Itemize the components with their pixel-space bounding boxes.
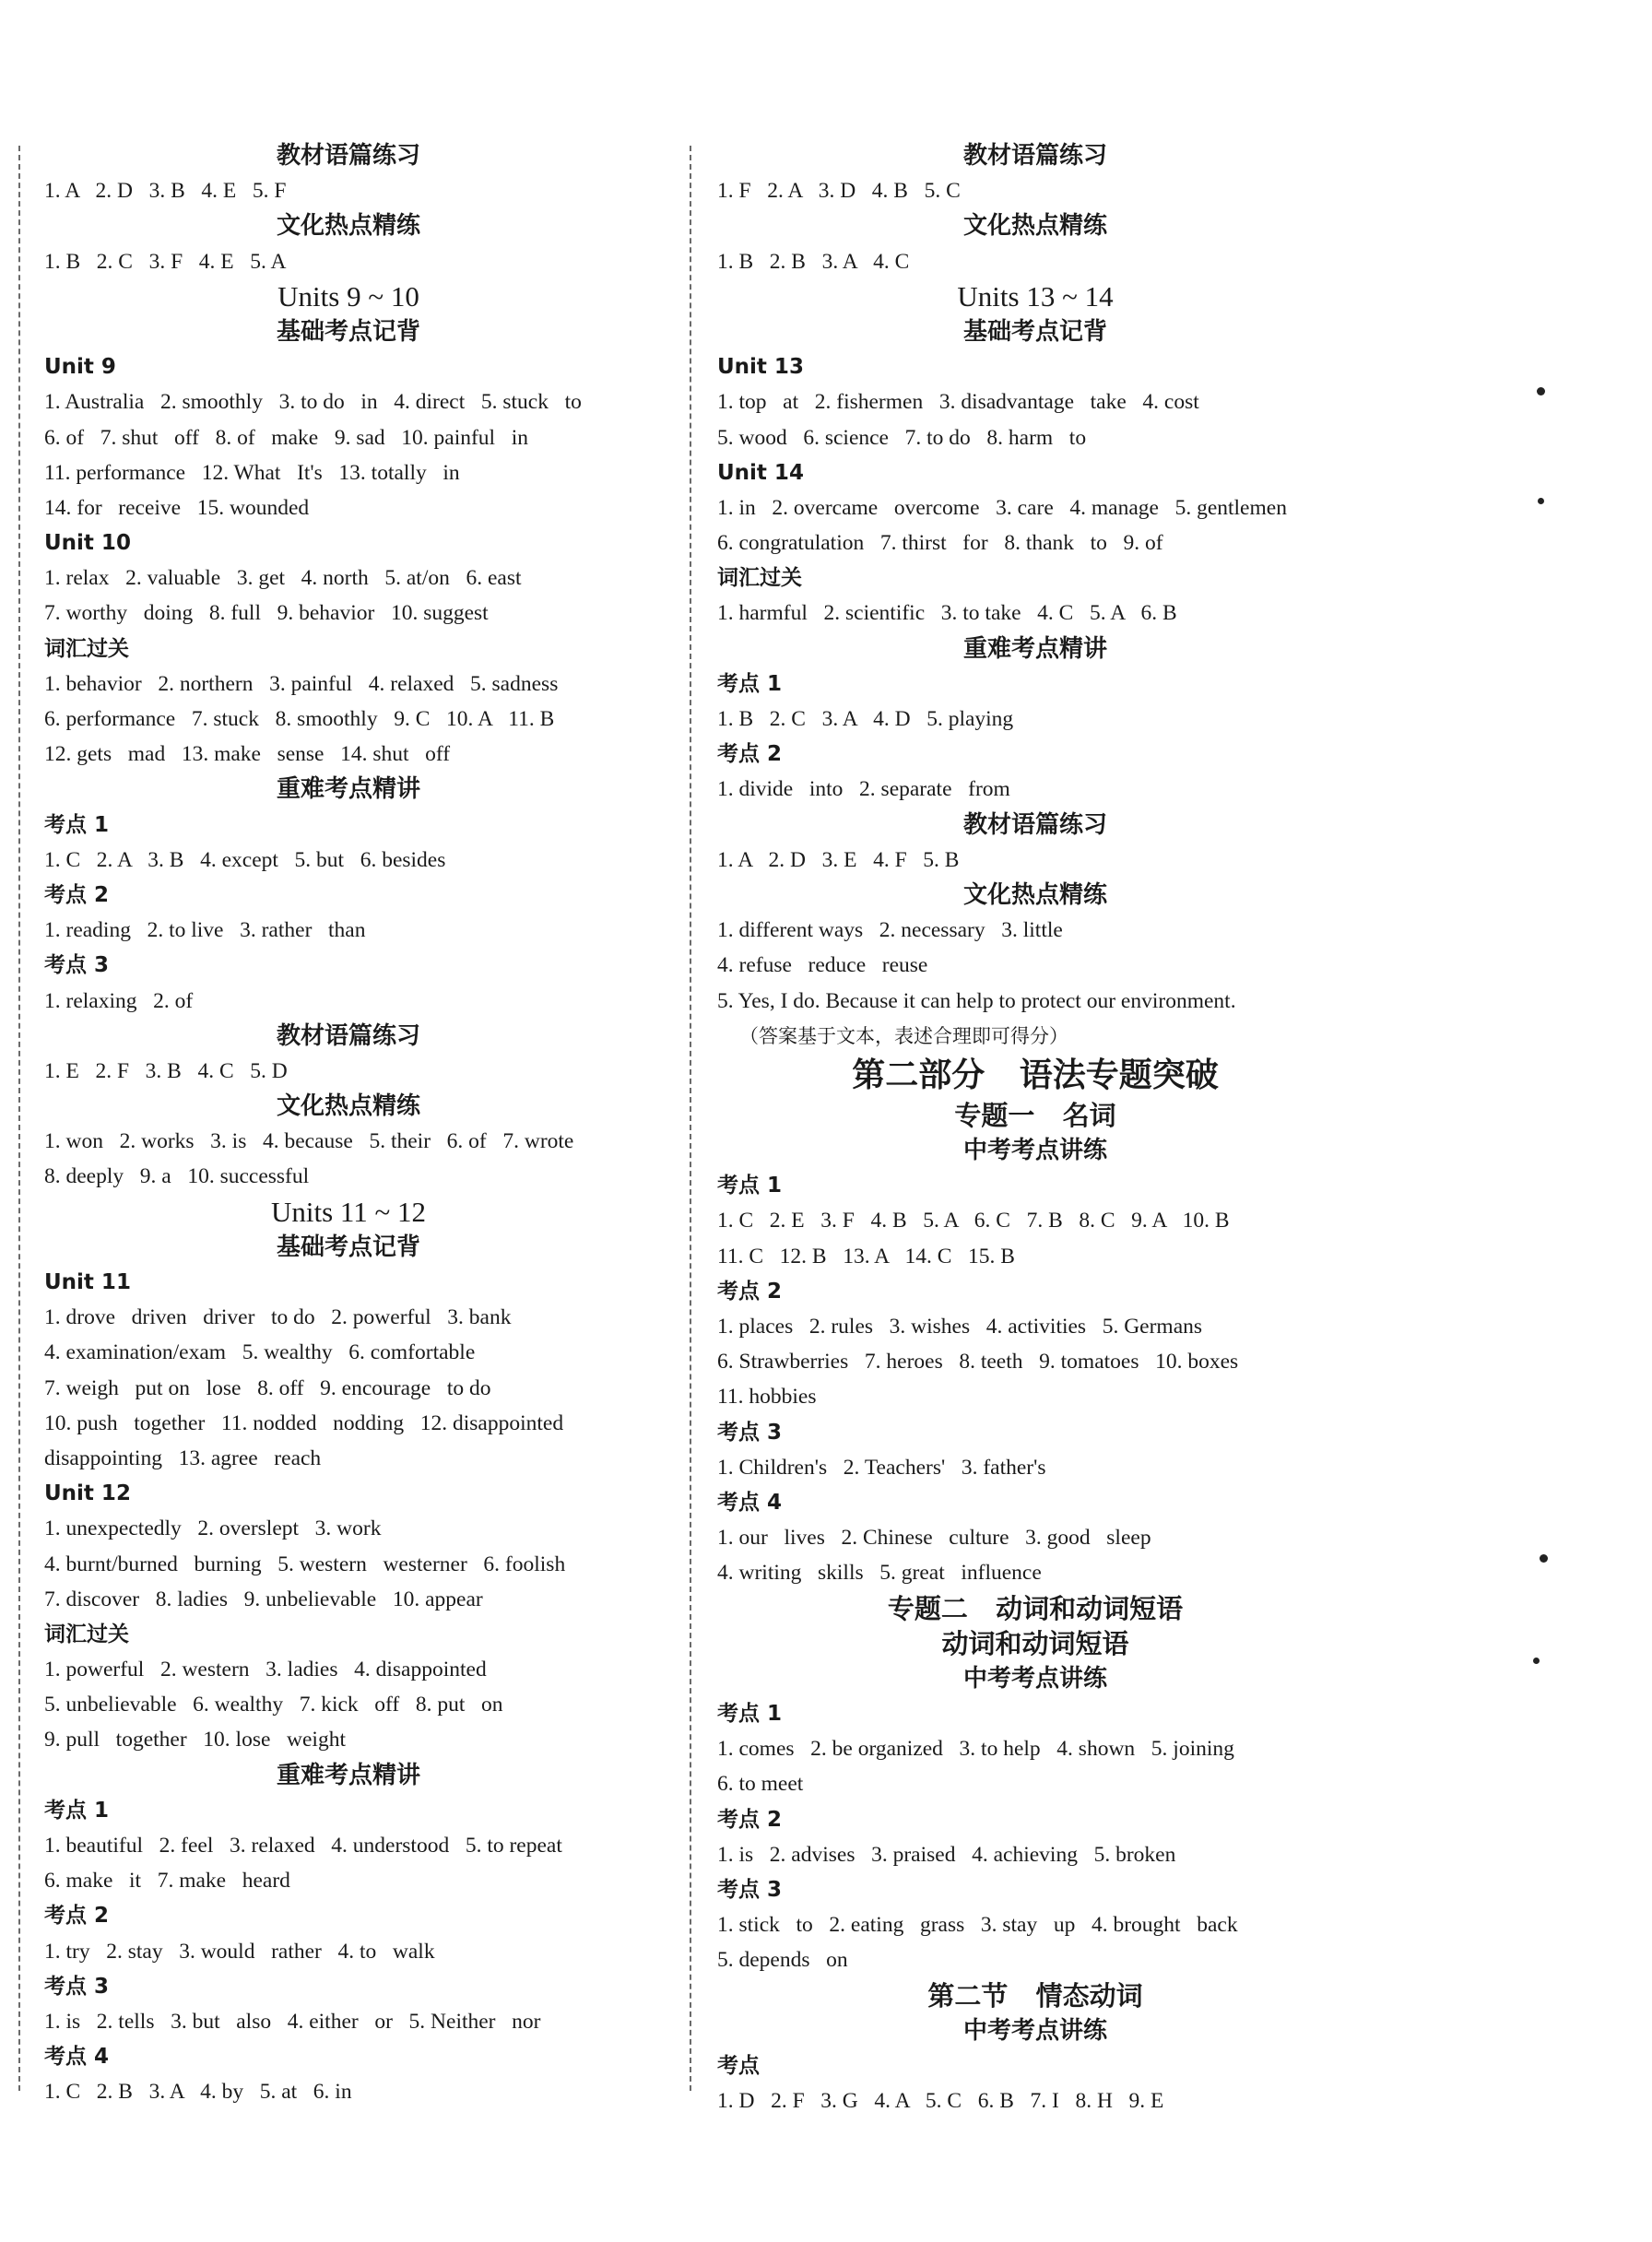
left-heading-line xyxy=(44,1230,653,1265)
right-heading-text: 文化热点精练 xyxy=(962,880,1107,909)
right-answers-text: 1. B 2. B 3. A 4. C xyxy=(717,249,910,274)
right-label-line xyxy=(717,560,1353,596)
right-answers-line xyxy=(717,1837,1353,1872)
right-label-line xyxy=(717,1168,1353,1203)
left-answers-text: 7. weigh put on lose 8. off 9. encourage to do xyxy=(44,1375,491,1400)
right-answers-line xyxy=(717,1450,1353,1485)
right-label-text: 考点 xyxy=(717,2053,760,2078)
left-label-line xyxy=(44,948,653,983)
right-answers-text: 6. to meet xyxy=(717,1772,804,1797)
right-answers-text: 1. in 2. overcame overcome 3. care 4. manage 5. gentlemen xyxy=(717,495,1287,520)
left-answers-line xyxy=(44,596,653,631)
left-answers-text: 6. make it 7. make heard xyxy=(44,1869,290,1894)
right-heading-line xyxy=(717,2013,1353,2048)
left-label-text: 考点 2 xyxy=(44,1904,110,1929)
right-label-text: 考点 1 xyxy=(717,1702,783,1727)
left-answers-line xyxy=(44,455,653,490)
left-heading-text: 教材语篇练习 xyxy=(276,1021,420,1050)
left-answers-text: 1. A 2. D 3. B 4. E 5. F xyxy=(44,179,287,204)
right-answers-text: 5. wood 6. science 7. to do 8. harm to xyxy=(717,425,1087,450)
right-label-text: 考点 1 xyxy=(717,1174,783,1198)
right-label-text: 考点 1 xyxy=(717,671,783,696)
left-answers-line xyxy=(44,843,653,878)
right-answers-text: 1. comes 2. be organized 3. to help 4. shown 5. joining xyxy=(717,1737,1234,1762)
scan-speck xyxy=(1537,387,1545,395)
left-answers-text: 1. behavior 2. northern 3. painful 4. relaxed 5. sadness xyxy=(44,671,559,696)
left-answers-line xyxy=(44,2004,653,2039)
right-label-text: 词汇过关 xyxy=(717,566,802,591)
left-answers-line xyxy=(44,1406,653,1441)
left-answers-text: 8. deeply 9. a 10. successful xyxy=(44,1164,310,1189)
left-answers-text: 7. discover 8. ladies 9. unbelievable 10. appear xyxy=(44,1587,483,1611)
left-answers-line xyxy=(44,384,653,419)
left-label-line xyxy=(44,631,653,667)
left-answers-line xyxy=(44,2074,653,2109)
right-sub-line xyxy=(717,1978,1353,2013)
left-label-text: Unit 12 xyxy=(44,1481,131,1506)
left-label-text: 词汇过关 xyxy=(44,1622,129,1646)
right-answers-text: 4. writing skills 5. great influence xyxy=(717,1561,1042,1586)
left-answers-text: 9. pull together 10. lose weight xyxy=(44,1728,346,1752)
left-heading-text: 教材语篇练习 xyxy=(276,142,420,170)
left-answers-text: 4. burnt/burned burning 5. western westerner 6. foolish xyxy=(44,1552,566,1576)
left-answers-line xyxy=(44,984,653,1019)
right-answers-text: 1. D 2. F 3. G 4. A 5. C 6. B 7. I 8. H 9. E xyxy=(717,2089,1164,2114)
left-heading-line xyxy=(44,208,653,243)
right-heading-line xyxy=(717,138,1353,173)
left-heading-line xyxy=(44,314,653,349)
left-answers-line xyxy=(44,913,653,948)
right-answers-line xyxy=(717,490,1353,525)
right-sub-text: 专题一 名词 xyxy=(954,1099,1116,1131)
left-answers-line xyxy=(44,737,653,772)
left-heading-text: 文化热点精练 xyxy=(276,212,420,241)
left-answers-text: 1. unexpectedly 2. overslept 3. work xyxy=(44,1516,382,1541)
left-answers-text: 4. examination/exam 5. wealthy 6. comfortable xyxy=(44,1340,476,1365)
right-answers-line xyxy=(717,596,1353,631)
left-label-line xyxy=(44,2039,653,2074)
right-label-line xyxy=(717,1485,1353,1520)
left-answers-text: 1. E 2. F 3. B 4. C 5. D xyxy=(44,1058,288,1083)
left-margin-divider xyxy=(18,146,20,2091)
right-answers-line xyxy=(717,1309,1353,1344)
left-answers-text: 10. push together 11. nodded nodding 12. disappointed xyxy=(44,1410,564,1435)
left-answers-text: 12. gets mad 13. make sense 14. shut off xyxy=(44,742,451,767)
left-heading-text: 基础考点记背 xyxy=(276,317,420,346)
scan-speck xyxy=(1538,498,1544,504)
left-answers-line xyxy=(44,490,653,525)
left-answers-line xyxy=(44,667,653,702)
right-answers-line xyxy=(717,1907,1353,1942)
right-sub-text: 动词和动词短语 xyxy=(941,1627,1129,1659)
left-answers-text: 1. relaxing 2. of xyxy=(44,988,194,1013)
right-sub-text: 专题二 动词和动词短语 xyxy=(887,1592,1184,1624)
right-label-line xyxy=(717,737,1353,772)
left-answers-line xyxy=(44,560,653,596)
right-answers-line xyxy=(717,2083,1353,2118)
left-units-line xyxy=(44,279,653,314)
left-label-line xyxy=(44,1898,653,1933)
right-heading-text: 中考考点讲练 xyxy=(962,2016,1107,2045)
left-answers-text: 6. of 7. shut off 8. of make 9. sad 10. painful in xyxy=(44,425,528,450)
right-label-line xyxy=(717,1274,1353,1309)
right-label-text: 考点 3 xyxy=(717,1420,783,1445)
left-label-line xyxy=(44,1617,653,1652)
left-units-line xyxy=(44,1195,653,1230)
left-label-text: 考点 2 xyxy=(44,882,110,907)
right-answers-line xyxy=(717,1731,1353,1766)
left-answers-line xyxy=(44,1828,653,1863)
left-label-line xyxy=(44,525,653,560)
right-heading-text: 重难考点精讲 xyxy=(962,634,1107,663)
left-answers-line xyxy=(44,1511,653,1546)
right-sub-line xyxy=(717,1626,1353,1661)
right-label-text: 考点 4 xyxy=(717,1490,783,1515)
left-label-text: 考点 3 xyxy=(44,1974,110,1999)
right-answers-text: 1. B 2. C 3. A 4. D 5. playing xyxy=(717,707,1014,731)
right-note-text: （答案基于文本，表述合理即可得分） xyxy=(739,1024,1068,1047)
right-answers-text: 1. harmful 2. scientific 3. to take 4. C 5. A 6. B xyxy=(717,601,1177,626)
right-answers-line xyxy=(717,1520,1353,1555)
right-answers-text: 4. refuse reduce reuse xyxy=(717,953,928,978)
right-label-text: 考点 2 xyxy=(717,742,783,767)
left-heading-text: 重难考点精讲 xyxy=(276,775,420,804)
left-label-line xyxy=(44,808,653,843)
right-label-text: Unit 13 xyxy=(717,355,804,380)
left-answers-line xyxy=(44,1863,653,1898)
right-label-text: 考点 2 xyxy=(717,1807,783,1832)
left-label-line xyxy=(44,349,653,384)
left-answers-text: 1. relax 2. valuable 3. get 4. north 5. at/on 6. east xyxy=(44,566,522,591)
right-answers-line xyxy=(717,1942,1353,1977)
left-answers-line xyxy=(44,1582,653,1617)
left-answers-text: 1. reading 2. to live 3. rather than xyxy=(44,918,366,943)
right-answers-text: 1. top at 2. fishermen 3. disadvantage take 4. cost xyxy=(717,390,1199,415)
left-heading-line xyxy=(44,1089,653,1124)
right-answers-text: 1. divide into 2. separate from xyxy=(717,777,1010,802)
left-label-text: Unit 10 xyxy=(44,531,131,556)
left-label-line xyxy=(44,878,653,913)
left-answers-line xyxy=(44,420,653,455)
left-answers-text: 1. is 2. tells 3. but also 4. either or 5. Neither nor xyxy=(44,2009,541,2034)
left-answers-line xyxy=(44,1652,653,1687)
right-answers-text: 1. different ways 2. necessary 3. little xyxy=(717,918,1063,943)
right-answers-text: 1. is 2. advises 3. praised 4. achieving 5. broken xyxy=(717,1842,1176,1867)
right-units-text: Units 13 ~ 14 xyxy=(957,279,1114,313)
right-heading-line xyxy=(717,1133,1353,1168)
right-answers-text: 11. hobbies xyxy=(717,1385,817,1410)
right-heading-text: 教材语篇练习 xyxy=(962,142,1107,170)
left-answers-text: 1. try 2. stay 3. would rather 4. to walk xyxy=(44,1939,435,1964)
left-answers-text: 14. for receive 15. wounded xyxy=(44,495,310,520)
right-answers-text: 1. Children's 2. Teachers' 3. father's xyxy=(717,1455,1046,1480)
right-answers-line xyxy=(717,948,1353,983)
left-answers-line xyxy=(44,244,653,279)
right-label-line xyxy=(717,1415,1353,1450)
left-heading-text: 基础考点记背 xyxy=(276,1233,420,1261)
right-label-line xyxy=(717,2048,1353,2083)
column-divider xyxy=(690,146,691,2091)
left-label-text: Unit 9 xyxy=(44,355,116,380)
right-heading-line xyxy=(717,878,1353,913)
right-heading-text: 中考考点讲练 xyxy=(962,1137,1107,1165)
right-label-line xyxy=(717,349,1353,384)
left-answers-text: 1. C 2. B 3. A 4. by 5. at 6. in xyxy=(44,2080,352,2105)
right-answers-text: 1. A 2. D 3. E 4. F 5. B xyxy=(717,847,960,872)
right-sub-line xyxy=(717,1591,1353,1626)
right-sub-line xyxy=(717,1098,1353,1133)
left-label-text: Unit 11 xyxy=(44,1270,131,1294)
left-answers-line xyxy=(44,1159,653,1194)
left-column xyxy=(44,138,653,2110)
left-label-line xyxy=(44,1476,653,1511)
right-heading-line xyxy=(717,314,1353,349)
right-answers-line xyxy=(717,984,1353,1019)
right-heading-line xyxy=(717,208,1353,243)
right-answers-text: 6. congratulation 7. thirst for 8. thank to 9. of xyxy=(717,531,1163,556)
right-heading-text: 基础考点记背 xyxy=(962,317,1107,346)
left-answers-text: 1. C 2. A 3. B 4. except 5. but 6. besides xyxy=(44,847,446,872)
right-answers-text: 5. Yes, I do. Because it can help to protect our environment. xyxy=(717,988,1236,1013)
left-answers-text: 5. unbelievable 6. wealthy 7. kick off 8. put on xyxy=(44,1693,503,1717)
left-answers-line xyxy=(44,1124,653,1159)
right-answers-text: 1. places 2. rules 3. wishes 4. activities 5. Germans xyxy=(717,1315,1203,1339)
right-answers-line xyxy=(717,843,1353,878)
left-answers-text: 7. worthy doing 8. full 9. behavior 10. suggest xyxy=(44,601,489,626)
right-answers-text: 6. Strawberries 7. heroes 8. teeth 9. tomatoes 10. boxes xyxy=(717,1350,1239,1375)
right-heading-line xyxy=(717,1661,1353,1696)
left-answers-line xyxy=(44,1547,653,1582)
right-answers-line xyxy=(717,913,1353,948)
right-heading-line xyxy=(717,631,1353,667)
right-part-line xyxy=(717,1054,1353,1098)
left-heading-line xyxy=(44,1758,653,1793)
right-label-line xyxy=(717,1872,1353,1907)
left-answers-text: 1. beautiful 2. feel 3. relaxed 4. understood 5. to repeat xyxy=(44,1834,562,1858)
right-answers-line xyxy=(717,173,1353,208)
right-answers-line xyxy=(717,525,1353,560)
right-note-line xyxy=(717,1019,1353,1054)
right-heading-text: 文化热点精练 xyxy=(962,212,1107,241)
right-label-text: 考点 3 xyxy=(717,1878,783,1902)
right-sub-text: 第二节 情态动词 xyxy=(927,1979,1143,2012)
left-answers-text: 1. powerful 2. western 3. ladies 4. disappointed xyxy=(44,1658,487,1682)
left-label-text: 考点 1 xyxy=(44,812,110,837)
right-answers-line xyxy=(717,772,1353,807)
right-answers-line xyxy=(717,1379,1353,1414)
right-answers-text: 5. depends on xyxy=(717,1948,848,1973)
right-label-line xyxy=(717,1696,1353,1731)
left-label-text: 词汇过关 xyxy=(44,636,129,661)
scan-speck xyxy=(1540,1554,1548,1563)
right-units-line xyxy=(717,279,1353,314)
scan-speck xyxy=(1533,1658,1540,1664)
left-answers-line xyxy=(44,702,653,737)
right-answers-line xyxy=(717,1555,1353,1590)
right-answers-line xyxy=(717,1766,1353,1801)
left-answers-line xyxy=(44,1687,653,1722)
left-heading-line xyxy=(44,772,653,807)
left-label-text: 考点 3 xyxy=(44,953,110,978)
left-answers-line xyxy=(44,173,653,208)
right-label-line xyxy=(717,455,1353,490)
right-heading-text: 中考考点讲练 xyxy=(962,1664,1107,1693)
left-answers-line xyxy=(44,1934,653,1969)
left-answers-text: disappointing 13. agree reach xyxy=(44,1446,322,1470)
right-label-text: Unit 14 xyxy=(717,460,804,485)
right-heading-line xyxy=(717,808,1353,843)
right-answers-line xyxy=(717,420,1353,455)
left-answers-text: 1. B 2. C 3. F 4. E 5. A xyxy=(44,249,287,274)
left-heading-text: 文化热点精练 xyxy=(276,1092,420,1121)
left-units-text: Units 11 ~ 12 xyxy=(270,1195,427,1228)
left-answers-line xyxy=(44,1300,653,1335)
right-answers-text: 1. C 2. E 3. F 4. B 5. A 6. C 7. B 8. C 9. A 10. B xyxy=(717,1209,1230,1233)
left-label-line xyxy=(44,1969,653,2004)
left-answers-line xyxy=(44,1371,653,1406)
left-answers-line xyxy=(44,1054,653,1089)
right-answers-text: 1. F 2. A 3. D 4. B 5. C xyxy=(717,179,961,204)
left-label-text: 考点 1 xyxy=(44,1798,110,1823)
right-answers-line xyxy=(717,1239,1353,1274)
right-answers-line xyxy=(717,702,1353,737)
right-answers-text: 11. C 12. B 13. A 14. C 15. B xyxy=(717,1244,1015,1268)
left-label-text: 考点 4 xyxy=(44,2045,110,2070)
right-answers-text: 1. stick to 2. eating grass 3. stay up 4. brought back xyxy=(717,1913,1238,1938)
left-answers-line xyxy=(44,1441,653,1476)
left-label-line xyxy=(44,1793,653,1828)
right-label-line xyxy=(717,1802,1353,1837)
right-part-text: 第二部分 语法专题突破 xyxy=(852,1056,1219,1094)
right-heading-text: 教材语篇练习 xyxy=(962,810,1107,839)
left-heading-text: 重难考点精讲 xyxy=(276,1761,420,1789)
left-answers-text: 6. performance 7. stuck 8. smoothly 9. C 10. A 11. B xyxy=(44,707,555,731)
left-answers-line xyxy=(44,1335,653,1370)
right-answers-line xyxy=(717,244,1353,279)
left-answers-text: 11. performance 12. What It's 13. totally in xyxy=(44,460,460,485)
left-answers-line xyxy=(44,1722,653,1757)
left-answers-text: 1. drove driven driver to do 2. powerful 3. bank xyxy=(44,1305,512,1330)
right-answers-line xyxy=(717,1344,1353,1379)
left-label-line xyxy=(44,1265,653,1300)
left-answers-text: 1. won 2. works 3. is 4. because 5. their 6. of 7. wrote xyxy=(44,1129,574,1154)
right-label-line xyxy=(717,667,1353,702)
left-units-text: Units 9 ~ 10 xyxy=(277,279,419,313)
left-answers-text: 1. Australia 2. smoothly 3. to do in 4. direct 5. stuck to xyxy=(44,390,582,415)
right-answers-line xyxy=(717,1203,1353,1238)
right-answers-text: 1. our lives 2. Chinese culture 3. good sleep xyxy=(717,1526,1151,1551)
right-label-text: 考点 2 xyxy=(717,1279,783,1304)
right-column xyxy=(717,138,1353,2118)
left-heading-line xyxy=(44,138,653,173)
left-heading-line xyxy=(44,1019,653,1054)
right-answers-line xyxy=(717,384,1353,419)
